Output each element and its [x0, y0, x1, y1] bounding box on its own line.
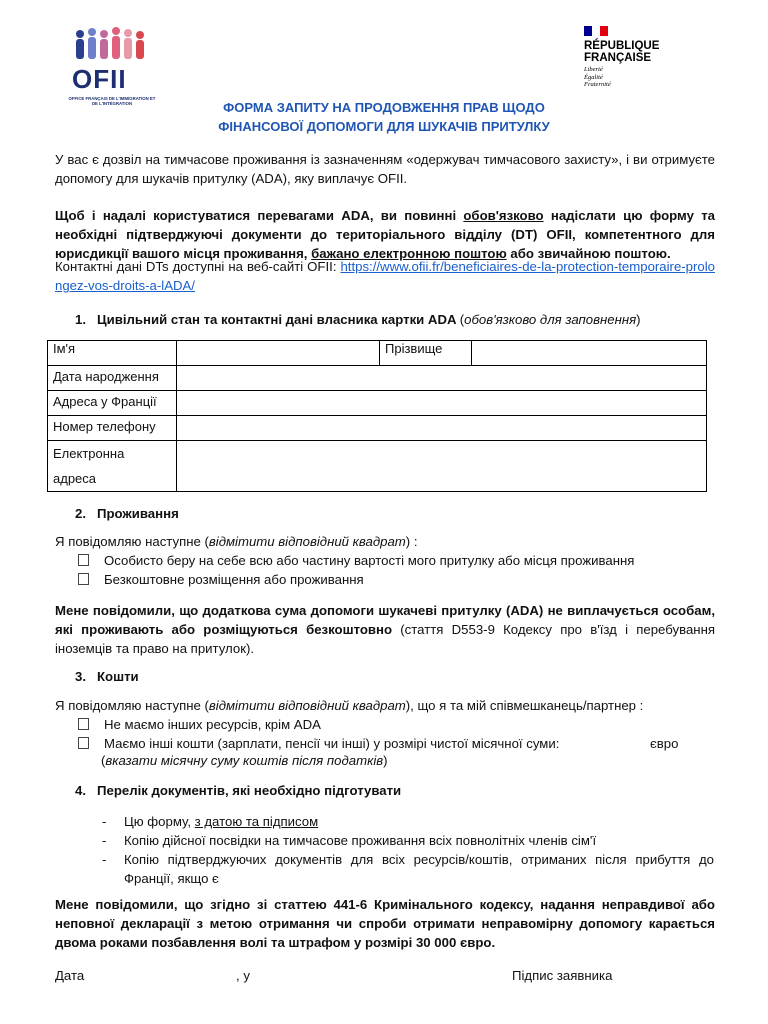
- intro-contacts-paragraph: Контактні дані DTs доступні на веб-сайті OFII: https://www.ofii.fr/beneficiaires-de-la-protection-temporaire-prolongez-vos-droits-a-lADA/: [55, 259, 715, 293]
- intro-obligation-paragraph: Щоб і надалі користуватися перевагами ADA, ви повинні обов'язково надіслати цю форму та необхідні підтверджуючі документи до територіального відділу (DT) OFII, компетентного для юрисдикції вашого місця проживання, бажано електронною поштою або звичайною поштою.: [55, 208, 716, 261]
- civil-status-table: [47, 340, 707, 492]
- first-name-label: Ім'я: [48, 341, 177, 366]
- ofii-caption: OFFICE FRANÇAIS DE L'IMMIGRATION ET DE L'INTÉGRATION: [68, 96, 156, 106]
- rf-title: RÉPUBLIQUE FRANÇAISE: [584, 40, 660, 64]
- ofii-website-link[interactable]: https://www.ofii.fr/beneficiaires-de-la-protection-temporaire-prolongez-vos-droits-a-lADA/: [55, 259, 715, 293]
- checkbox-self-paid[interactable]: [78, 554, 89, 566]
- email-label: Електронна адреса: [48, 441, 177, 492]
- option-self-paid-housing[interactable]: Особисто беру на себе всю або частину вартості мого притулку або місця проживання: [78, 551, 718, 570]
- republique-francaise-logo: [582, 26, 682, 96]
- section4-heading: 4. Перелік документів, які необхідно підготувати: [75, 783, 402, 798]
- checkbox-no-resources[interactable]: [78, 718, 89, 730]
- first-name-field[interactable]: [177, 341, 380, 366]
- form-title: ФОРМА ЗАПИТУ НА ПРОДОВЖЕННЯ ПРАВ ЩОДО ФІНАНСОВОЇ ДОПОМОГИ ДЛЯ ШУКАЧІВ ПРИТУЛКУ: [218, 100, 550, 134]
- checkbox-other-resources[interactable]: [78, 737, 89, 749]
- phone-field[interactable]: [177, 416, 707, 441]
- doc-item-resources-proof: - Копію підтверджуючих документів для всіх ресурсів/коштів, отриманих після прибуття до Франції, якщо є: [102, 852, 714, 886]
- rf-motto: Liberté Égalité Fraternité: [584, 66, 611, 88]
- monthly-amount-hint: (вказати місячну суму коштів після податків): [101, 753, 388, 768]
- address-field[interactable]: [177, 391, 707, 416]
- currency-label: євро: [650, 736, 679, 751]
- date-label: Дата: [55, 968, 85, 983]
- birth-date-field[interactable]: [177, 366, 707, 391]
- signature-label: Підпис заявника: [512, 968, 613, 983]
- option-other-resources[interactable]: Маємо інші кошти (зарплати, пенсії чи інші) у розмірі чистої місячної суми:: [78, 734, 718, 753]
- doc-item-form: - Цю форму, з датою та підписом: [102, 814, 319, 829]
- section3-heading: 3. Кошти: [75, 669, 139, 684]
- option-free-housing[interactable]: Безкоштовне розміщення або проживання: [78, 570, 718, 589]
- checkbox-free-housing[interactable]: [78, 573, 89, 585]
- penal-code-notice: Мене повідомили, що згідно зі статтею 441-6 Кримінального кодексу, надання неправдивої або неповної декларації з метою отримання чи спроби отримати неправомірну допомогу карається двома роками позбавлення волі та штрафом у розмірі 30 000 євро.: [55, 897, 715, 950]
- section2-heading: 2. Проживання: [75, 506, 179, 521]
- place-label: , у: [236, 968, 250, 983]
- section2-lead: Я повідомляю наступне (відмітити відповідний квадрат) :: [55, 534, 418, 549]
- birth-date-label: Дата народження: [48, 366, 177, 391]
- section3-lead: Я повідомляю наступне (відмітити відповідний квадрат), що я та мій співмешканець/партнер :: [55, 698, 644, 713]
- intro-paragraph: У вас є дозвіл на тимчасове проживання із зазначенням «одержувач тимчасового захисту», і ви отримуєте допомогу для шукачів притулку (ADA), яку виплачує OFII.: [55, 152, 715, 186]
- marianne-flag-icon: [584, 26, 608, 40]
- section1-heading: 1. Цивільний стан та контактні дані власника картки ADA (обов'язково для заповнення): [75, 312, 641, 327]
- ofii-figures-icon: [66, 26, 158, 66]
- address-label: Адреса у Франції: [48, 391, 177, 416]
- option-no-other-resources[interactable]: Не маємо інших ресурсів, крім ADA: [78, 715, 718, 734]
- last-name-field[interactable]: [472, 341, 707, 366]
- housing-notice: Мене повідомили, що додаткова сума допомоги шукачеві притулку (ADA) не виплачується особам, які проживають або розміщуються безкоштовно (стаття D553-9 Кодексу про в'їзд і перебування іноземців та право на притулок).: [55, 603, 715, 656]
- ofii-wordmark: OFII: [72, 64, 127, 94]
- phone-label: Номер телефону: [48, 416, 177, 441]
- last-name-label: Прізвище: [380, 341, 472, 366]
- doc-item-residence-permit: - Копію дійсної посвідки на тимчасове проживання всіх повнолітніх членів сім'ї: [102, 833, 597, 848]
- email-field[interactable]: [177, 441, 707, 492]
